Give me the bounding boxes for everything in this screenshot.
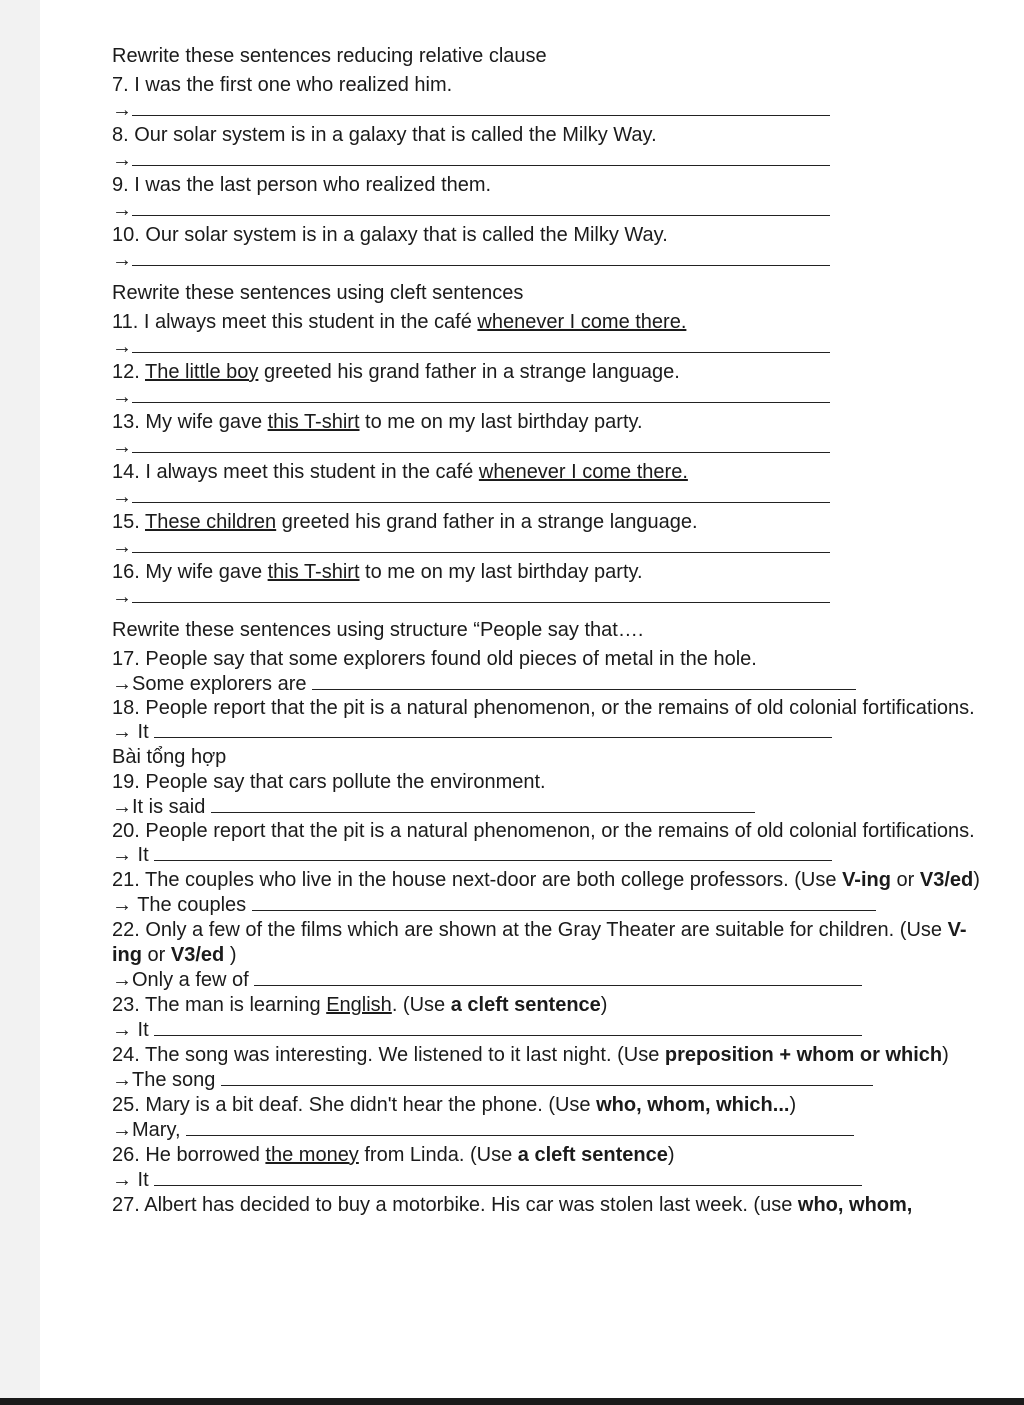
question-23: 23. The man is learning English. (Use a cleft sentence) [112,994,608,1016]
answer-21[interactable]: → The couples [112,893,992,918]
question-8: 8. Our solar system is in a galaxy that is called the Milky Way. [112,124,657,146]
answer-line [132,385,830,403]
answer-line [154,843,832,861]
answer-line [132,485,830,503]
answer-line [186,1118,854,1136]
answer-line [132,198,830,216]
arrow-icon: → [112,149,132,171]
answer-22[interactable]: →Only a few of [112,968,992,993]
question-25: 25. Mary is a bit deaf. She didn't hear the phone. (Use who, whom, which...) [112,1094,797,1116]
bottom-edge-bar [0,1398,1024,1405]
arrow-icon: → [112,336,132,358]
answer-line [154,1018,862,1036]
heading-reduced-relative: Rewrite these sentences reducing relative clause [112,45,547,67]
question-10: 10. Our solar system is in a galaxy that is called the Milky Way. [112,224,668,246]
arrow-icon: → [112,199,132,221]
question-27: 27. Albert has decided to buy a motorbike. His car was stolen last week. (use who, whom, [112,1194,913,1216]
answer-19[interactable]: →It is said [112,795,992,820]
answer-line [312,672,856,690]
answer-13[interactable] [112,435,992,460]
answer-16[interactable] [112,585,992,610]
answer-line [132,335,830,353]
question-7: 7. I was the first one who realized him. [112,74,453,96]
answer-9[interactable] [112,198,992,223]
answer-line [132,535,830,553]
answer-26[interactable]: → It [112,1168,992,1193]
answer-12[interactable] [112,385,992,410]
question-13: 13. My wife gave this T-shirt to me on my last birthday party. [112,411,643,433]
answer-17[interactable]: →Some explorers are [112,672,992,697]
answer-line [132,435,830,453]
question-22: 22. Only a few of the films which are shown at the Gray Theater are suitable for children. (Use V-ing or V3/ed ) [112,919,967,966]
arrow-icon: → [112,99,132,121]
question-14: 14. I always meet this student in the café whenever I come there. [112,461,688,483]
question-15: 15. These children greeted his grand father in a strange language. [112,511,698,533]
arrow-icon: → [112,249,132,271]
answer-line [132,148,830,166]
answer-line [132,98,830,116]
question-20: 20. People report that the pit is a natural phenomenon, or the remains of old colonial fortifications. [112,820,975,842]
arrow-icon: → [112,436,132,458]
question-17: 17. People say that some explorers found old pieces of metal in the hole. [112,648,757,670]
heading-cleft-sentences: Rewrite these sentences using cleft sentences [112,282,524,304]
answer-8[interactable] [112,148,992,173]
arrow-icon: → [112,586,132,608]
answer-line [132,585,830,603]
answer-line [154,1168,862,1186]
question-12: 12. The little boy greeted his grand father in a strange language. [112,361,680,383]
question-11: 11. I always meet this student in the café whenever I come there. [112,311,687,333]
answer-line [221,1068,873,1086]
arrow-icon: → [112,486,132,508]
heading-summary: Bài tổng hợp [112,746,227,768]
question-24: 24. The song was interesting. We listened to it last night. (Use preposition + whom or which) [112,1044,949,1066]
question-26: 26. He borrowed the money from Linda. (Use a cleft sentence) [112,1144,675,1166]
question-19: 19. People say that cars pollute the environment. [112,771,546,793]
question-18: 18. People report that the pit is a natural phenomenon, or the remains of old colonial fortifications. [112,697,975,719]
answer-25[interactable]: →Mary, [112,1118,992,1143]
heading-people-say-that: Rewrite these sentences using structure “People say that…. [112,619,644,641]
answer-24[interactable]: →The song [112,1068,992,1093]
question-16: 16. My wife gave this T-shirt to me on my last birthday party. [112,561,643,583]
arrow-icon: → [112,386,132,408]
arrow-icon: → [112,536,132,558]
answer-20[interactable]: → It [112,843,992,868]
answer-line [254,968,862,986]
answer-23[interactable]: → It [112,1018,992,1043]
answer-7[interactable] [112,98,992,123]
answer-line [252,893,876,911]
answer-14[interactable] [112,485,992,510]
answer-18[interactable]: → It [112,720,992,745]
answer-line [154,720,832,738]
question-9: 9. I was the last person who realized them. [112,174,492,196]
answer-line [211,795,755,813]
answer-line [132,248,830,266]
exercise-document [112,44,992,1218]
question-21: 21. The couples who live in the house next-door are both college professors. (Use V-ing or V3/ed) [112,869,980,891]
answer-10[interactable] [112,248,992,273]
answer-15[interactable] [112,535,992,560]
answer-11[interactable] [112,335,992,360]
